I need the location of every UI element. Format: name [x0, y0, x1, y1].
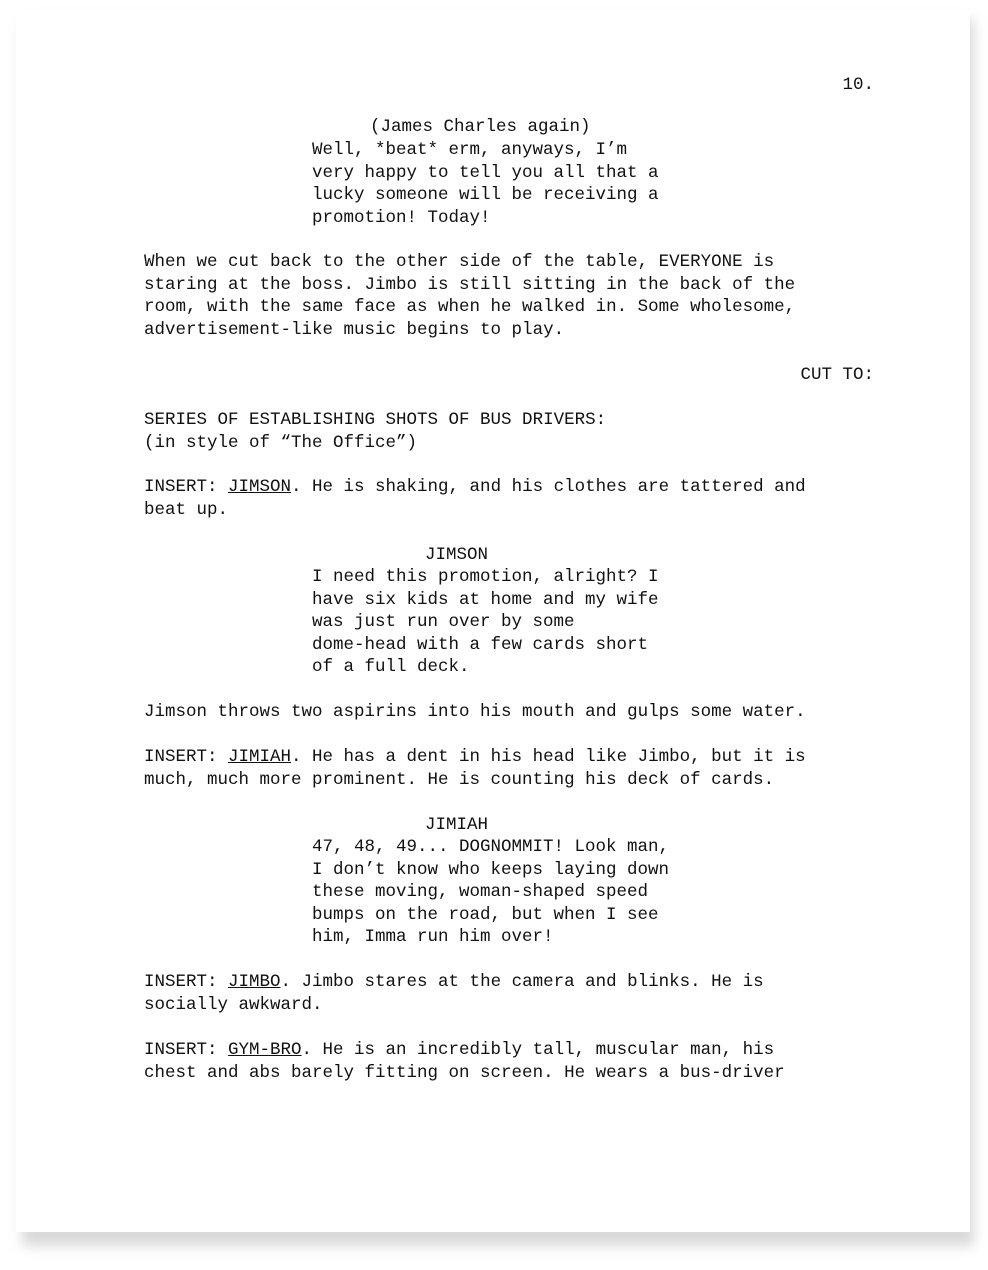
insert-block: [144, 1039, 785, 1084]
transition: CUT TO:: [800, 365, 874, 385]
insert-text: . Jimbo stares at the camera and blinks. He is: [280, 972, 764, 992]
dialogue-block: Well, *beat* erm, anyways, I’m very happy to tell you all that a lucky someone will be receiving a promotion! Today!: [312, 140, 659, 228]
character-name: JIMIAH: [425, 815, 489, 835]
dialogue-block: 47, 48, 49... DOGNOMMIT! Look man, I don’t know who keeps laying down these moving, woman-shaped speed bumps on the road, but when I see him, Imma run him over!: [312, 837, 670, 947]
insert-text: beat up.: [144, 499, 229, 520]
page-number: 10.: [842, 75, 874, 95]
action-block: SERIES OF ESTABLISHING SHOTS OF BUS DRIVERS: (in style of “The Office”): [144, 410, 607, 453]
insert-block: [144, 971, 764, 1016]
insert-text: chest and abs barely fitting on screen. He wears a bus-driver: [144, 1062, 785, 1083]
insert-text: socially awkward.: [144, 994, 323, 1015]
insert-prefix: INSERT:: [144, 972, 229, 992]
insert-character-name: JIMSON: [228, 477, 292, 497]
action-block: When we cut back to the other side of the table, EVERYONE is staring at the boss. Jimbo is still sitting in the back of the room, with the same face as when he walked in. Some wholesome, advertisement-like music begins to play.: [144, 252, 796, 340]
insert-block: [144, 476, 806, 521]
insert-prefix: INSERT:: [144, 477, 229, 497]
action-block: Jimson throws two aspirins into his mouth and gulps some water.: [144, 702, 806, 722]
script-page: [16, 10, 970, 1232]
insert-character-name: JIMIAH: [228, 747, 292, 767]
dialogue-block: I need this promotion, alright? I have six kids at home and my wife was just run over by some dome-head with a few cards short of a full deck.: [312, 567, 659, 677]
insert-block: [144, 746, 806, 791]
character-name: JIMSON: [425, 545, 489, 565]
insert-prefix: INSERT:: [144, 1040, 229, 1060]
insert-text: . He is shaking, and his clothes are tattered and: [291, 477, 806, 497]
insert-prefix: INSERT:: [144, 747, 229, 767]
insert-text: . He is an incredibly tall, muscular man, his: [301, 1040, 775, 1060]
insert-text: much, much more prominent. He is counting his deck of cards.: [144, 769, 775, 790]
insert-character-name: GYM-BRO: [228, 1040, 302, 1060]
insert-character-name: JIMBO: [228, 972, 281, 992]
parenthetical: (James Charles again): [370, 117, 591, 137]
insert-text: . He has a dent in his head like Jimbo, but it is: [291, 747, 806, 767]
